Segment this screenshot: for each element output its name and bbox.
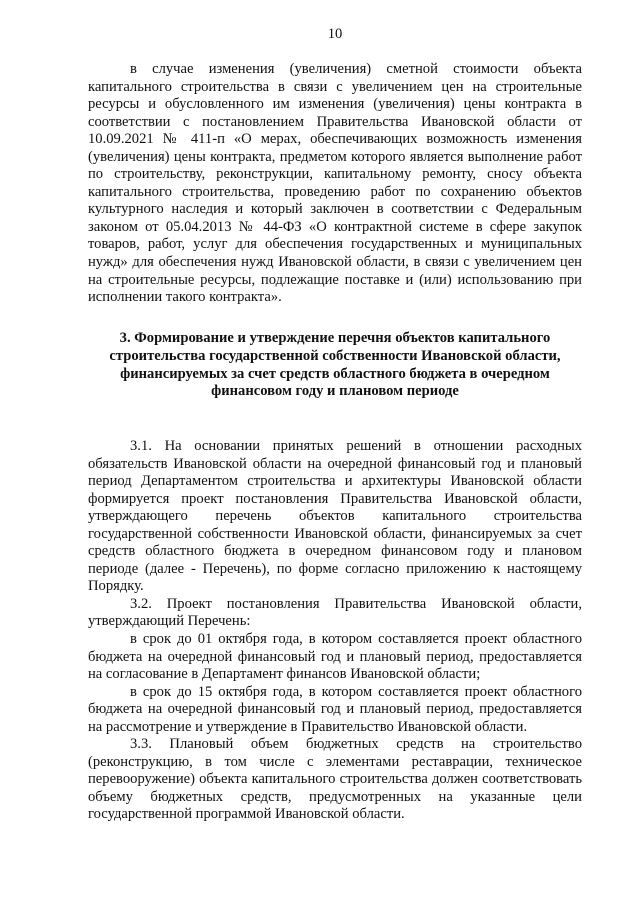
section-heading-line: 3. Формирование и утверждение перечня объектов капитального [119, 330, 551, 346]
intro-block [88, 61, 582, 307]
section-heading-line: финансовом году и плановом периоде [211, 383, 459, 400]
document-page [88, 0, 582, 905]
clause-3-2: 3.2. Проект постановления Правительства Ивановской области, утверждающий Перечень: [88, 595, 582, 630]
section-heading-line: финансируемых за счет средств областного бюджета в очередном [120, 365, 550, 382]
section-heading [88, 330, 582, 401]
section-heading-line: строительства государственной собственности Ивановской области, [109, 347, 561, 364]
clause-3-1: 3.1. На основании принятых решений в отношении расходных обязательств Ивановской области на очередной финансовый год и плановый период Департаментом строительства и архитектуры Ивановской области формируется проект постановления Правительства Ивановской области, утверждающего перечень объектов капитального строительства государственной собственности Ивановской области, финансируемых за счет средств областного бюджета в очередном финансовом году и плановом периоде (далее - Перечень), по форме согласно приложению к настоящему Порядку. [88, 438, 582, 595]
clause-3-3: 3.3. Плановый объем бюджетных средств на строительство (реконструкцию, в том числе с элементами реставрации, техническое перевооружение) объекта капитального строительства должен соответствовать объему бюджетных средств, предусмотренных на указанные цели государственной программой Ивановской области. [88, 736, 582, 823]
clause-3-2-deadline-1: в срок до 01 октября года, в котором составляется проект областного бюджета на очередной финансовый год и плановый период, предоставляется на согласование в Департамент финансов Ивановской области; [88, 631, 582, 683]
clause-3-2-deadline-2: в срок до 15 октября года, в котором составляется проект областного бюджета на очередной финансовый год и плановый период, предоставляется на рассмотрение и утверждение в Правительство Ивановской области. [88, 683, 582, 735]
section-body [88, 438, 582, 824]
intro-paragraph: в случае изменения (увеличения) сметной стоимости объекта капитального строительства в связи с увеличением цен на строительные ресурсы и обусловленного им изменения (увеличения) цены контракта в соответствии с постановлением Правительства Ивановской области от 10.09.2021 № 411-п «О мерах, обеспечивающих возможность изменения (увеличения) цены контракта, предметом которого является выполнение работ по строительству, реконструкции, капитальному ремонту, сносу объекта капитального строительства, проведению работ по сохранению объектов культурного наследия и который заключен в соответствии с Федеральным законом от 05.04.2013 № 44-ФЗ «О контрактной системе в сфере закупок товаров, работ, услуг для обеспечения государственных и муниципальных нужд» для обеспечения нужд Ивановской области, в связи с увеличением цен на строительные ресурсы, подлежащие поставке и (или) использованию при исполнении такого контракта». [88, 61, 582, 306]
page-number: 10 [327, 26, 343, 42]
